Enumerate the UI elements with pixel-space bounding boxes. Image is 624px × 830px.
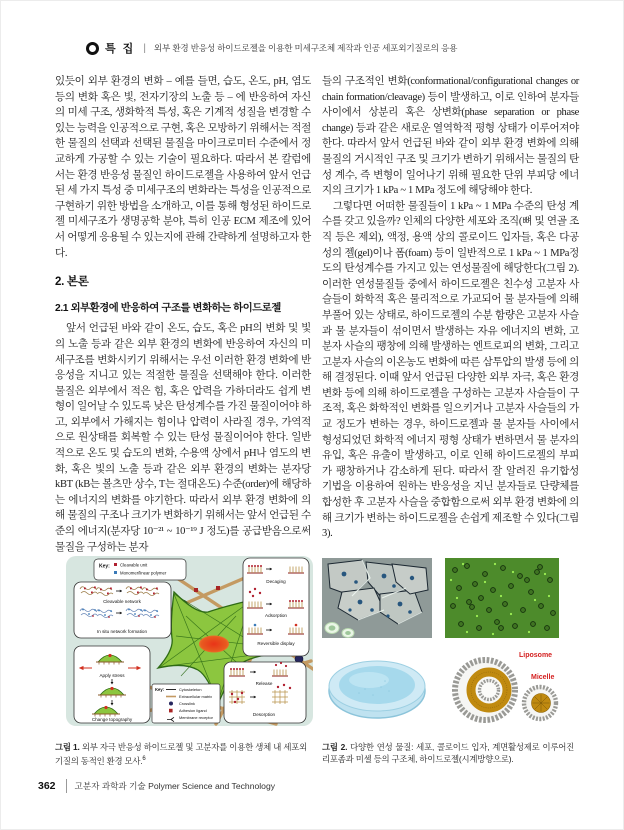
section-heading: 2. 본론 (55, 276, 89, 289)
in-situ-label: In situ network formation (96, 629, 148, 634)
right-paragraph-1: 들의 구조적인 변화(conformational/configurational changes or chain formation/cleavage) 등이 발생하고, 이로 인하여 분자들 사이에서 상분리 혹은 상변화(phase separation or phase change) 등과 같은 새로운 열역학적 평형 상태가 이루어져야 한다. 따라서 앞서 언급된 바와 같이 외부 환경 변화에 의해 물질의 거시적인 구조 및 크기가 변하기 위해서는 물질의 탄성 계수, 즉 변형이 일어나기 위해 필요한 단위 부피당 에너지의 크기가 1 kPa ~ 1 MPa 정도에 해당해야 한다. (322, 76, 579, 197)
key-monomer: Monomer/linear polymer (120, 570, 167, 576)
figure1-caption-label: 그림 1. (55, 742, 80, 753)
figure1-stress-box (74, 646, 150, 723)
key-bottom-label: Key: (155, 687, 165, 692)
figure2-panels (322, 558, 560, 730)
apply-stress-label: Apply stress (99, 673, 125, 678)
key-cleavable-unit: Cleavable unit (120, 562, 148, 568)
header-divider: | (143, 42, 146, 54)
monomer-icon (114, 571, 117, 574)
release-label: Release (255, 681, 273, 686)
figure2-caption-label: 그림 2. (322, 742, 348, 753)
liposome-label: Liposome (519, 652, 553, 659)
subsection-heading: 2.1 외부환경에 반응하여 구조를 변화하는 하이드로젤 (55, 302, 281, 314)
liposome-diagram (455, 660, 515, 720)
cleavable-network-label: Cleavable network (103, 599, 141, 604)
figure2-hydrogel-photo (325, 643, 430, 730)
figure2-cells-micrograph (322, 558, 432, 638)
left-paragraph-2: 앞서 언급된 바와 같이 온도, 습도, 혹은 pH의 변화 및 빛의 노출 등과 같은 외부 환경의 변화에 반응하여 자신의 미세구조를 변화시키기 위해서는 우선 이러한 환경 변화에 반응성을 지니고 있는 적절한 물질을 선택해야 한다. 이러한 물질은 외부에서 적은 힘, 혹은 압력을 가하더라도 쉽게 변형이 일어날 수 있도록 낮은 탄성계수를 가진 물질이어야 하고, 외부에서 가해지는 힘이나 압력이 사라질 경우, 가역적으로 원상태를 회복할 수 있는 탄성 물질이어야 한다. 일반적으로 온도 및 습도의 변화, 수용액 상에서 pH나 염도의 변화, 혹은 빛의 노출 등과 같은 외부 환경의 변화는 분자당 kBT (kB는 볼츠만 상수, T는 절대온도) 수준(order)에 해당하는 에너지의 변화를 야기한다. 따라서 외부 환경 변화에 의해 물질의 구조나 크기가 변화하기 위해서는 앞서 언급된 수준의 에너지(분자당 10⁻²¹ ~ 10⁻¹⁹ J 정도)를 공급받음으로써 물질을 구성하는 분자 (55, 323, 311, 553)
micelle-diagram (524, 687, 556, 719)
key-ecm: Extracellular matrix (179, 694, 213, 699)
figure2-colloid-micrograph (445, 558, 559, 638)
figure2-caption (322, 742, 574, 765)
left-column (55, 74, 311, 555)
cell-nucleus (199, 636, 229, 653)
key-top-label: Key: (99, 563, 110, 570)
key-membrane-receptor: Membrane receptor (179, 715, 213, 720)
footer-divider (66, 779, 67, 793)
figure1-key-top (94, 559, 186, 580)
desorption-label: Desorption (252, 712, 276, 717)
figure2-liposome-micelle (445, 643, 560, 730)
page-header (86, 40, 457, 56)
right-paragraph-2: 그렇다면 어떠한 물질들이 1 kPa ~ 1 MPa 수준의 탄성 계수를 갖고 있을까? 인체의 다양한 세포와 조직(뼈 및 연골 조직 등은 제외), 액정, 용액 상의 콜로이드 입자들, 혹은 다공성의 젤(gel)이나 폼(foam) 등이 일반적으로 1 kPa ~ 1 MPa정도의 탄성계수를 가지고 있는 연성물질에 해당한다(그림 2). 이러한 연성물질들 중에서 하이드로젤은 친수성 고분자 사슬들이 화학적 혹은 물리적으로 가교되어 물 분자들에 의해 부풀어 있는 상태로, 하이드로젤의 수분 함량은 고분자 사슬과 물 분자들이 섞이면서 발생하는 자유 에너지의 변화, 고분자 사슬의 팽창에 의해 발생하는 엔트로피의 변화, 그리고 고분자 사슬의 이온농도 변화에 따른 삼투압의 발생 등에 의해 결정된다. 이때 앞서 언급된 다양한 외부 자극, 혹은 환경 변화 등에 의해 하이드로젤을 구성하는 고분자 사슬들이 구조적, 혹은 화학적인 변화를 일으키거나 고분자 사슬들의 가교 정도가 변하는 경우, 하이드로젤과 물 분자들 사이에서 형성되었던 화학적 에너지 평형 상태가 변하면서 물 분자의 유입, 혹은 유출이 발생하고, 이로 인해 하이드로젤의 부피가 팽창하거나 감소하게 된다. 따라서 잘 알려진 유기합성 기법을 이용하여 원하는 반응성을 지닌 분자들로 단량체를 합성한 후 고분자 사슬을 중합함으로써 외부 환경 변화에 의해 크기가 변하는 하이드로젤을 손쉽게 제조할 수 있다(그림 3). (322, 200, 579, 540)
right-column (322, 74, 579, 542)
adsorption-label: Adsorption (265, 613, 287, 618)
figure1-network-box (74, 582, 171, 638)
bullseye-icon (86, 42, 99, 55)
feature-label: 특 집 (105, 43, 136, 55)
journal-name: 고분자 과학과 기술 Polymer Science and Technology (74, 781, 276, 791)
reversible-display-label: Reversible display (257, 641, 295, 646)
change-topography-label: Change topography (91, 717, 133, 722)
figure1-surface-box (243, 558, 309, 656)
page-footer (38, 779, 275, 793)
figure1-release-box (224, 662, 306, 723)
figure1-svg (66, 556, 313, 726)
key-adhesion-ligand: Adhesion ligand (179, 708, 207, 713)
key-crosslink: Crosslink (179, 701, 195, 706)
page-number: 362 (38, 780, 56, 792)
article-title: 외부 환경 반응성 하이드로젤을 이용한 미세구조체 제작과 인공 세포외기질로의 응용 (153, 43, 458, 53)
lattice-right (272, 690, 288, 704)
figure1-caption-ref: 6 (142, 755, 146, 762)
figure1-caption (55, 742, 307, 767)
cleavable-unit-icon (114, 563, 117, 566)
figure1-schematic (66, 556, 313, 726)
key-cytoskeleton: Cytoskeleton (179, 687, 202, 692)
left-paragraph-1: 있듯이 외부 환경의 변화 – 예를 들면, 습도, 온도, pH, 염도 등의 변화 혹은 빛, 전자기장의 노출 등 – 에 반응하여 자신의 미세 구조, 생화학적 특성, 혹은 기계적 성질을 변경할 수 있는 능력을 인공적으로 구현, 혹은 모방하기 위해서는 적절한 물질의 선택과 선택된 물질을 마이크로미터 수준에서 정교하게 가공할 수 있는 기술이 필요하다. 따라서 본 칼럼에서는 환경 반응성 물질인 하이드로젤을 사용하여 앞서 언급된 세 가지 특성 중 미세구조의 변화라는 특성을 인공적으로 구현하기 위한 방법을 소개하고, 이를 통해 형성된 하이드로젤 미세구조가 생명공학 분야, 특히 인공 ECM 제조에 있어서 어떻게 응용될 수 있는지에 관해 간략하게 설명하고자 한다. (55, 76, 311, 259)
figure1-key-bottom (152, 684, 220, 723)
decaging-label: Decaging (266, 579, 286, 584)
micelle-label: Micelle (531, 674, 555, 681)
figure1-caption-text: 외부 자극 반응성 하이드로젤 및 고분자를 이용한 생체 내 세포외기질의 동적인 환경 모사. (55, 742, 307, 766)
figure2-caption-text: 다양한 연성 물질: 세포, 콜로이드 입자, 계면활성제로 이루어진 리포좀과 미셀 등의 구조체, 하이드로젤(시계방향으로). (322, 742, 574, 764)
